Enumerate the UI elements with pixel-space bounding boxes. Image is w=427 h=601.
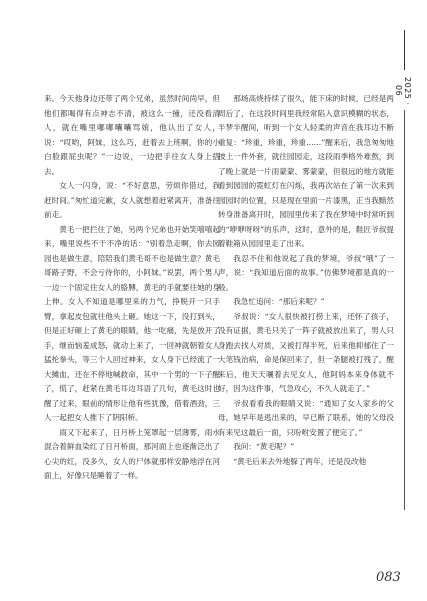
paragraph: 我问：“黄毛呢？” [233,442,295,451]
paragraph: 女人一闪身，说：“不好意思，劳烦你借过，我赶时间。”匆忙道完歉，女人就想着赶紧离开，准备往前走。 [44,181,220,219]
side-rule-bottom [404,110,405,510]
paragraph: 爷叔说：“女人很快被打捞上来，还怀了孩子，没有证据，黄毛只关了一阵子就被放出来了，男人只身跑去找人对质，又被打得半死，后来他抑郁住了一大笔钱治病，命是保回来了，但一条腿被打残了，醒来后，他天天嚷着去见女人，他阿妈本来身体就不好，因为这件事，气急攻心，不久人就走了。” [218,311,394,393]
paragraph: 来。今天他身边还带了两个兄弟，虽然时间尚早，但他们都喝得有点神志不清，被这么一撞，还没看清人，就在嘴里嘟嘟囔囔骂娘，他认出了女人，说：“哎哟，阿妹，这么巧，赶着去上班啊，你的小白脸跟屁虫呢？”一边说，一边把手往女人身上搭去。 [44,94,220,176]
paragraph: 我忍不住和他说起了我的梦境，爷叔“哦”了一声，说：“我知道后面的故事。”仿佛梦境都是真的一般。 [218,253,394,292]
paragraph: 那场高烧持续了很久，能下床的时候，已经是两周后了，在这段时间里我经常陷入意识模糊的状态，半梦半醒间，听到一个女人轻柔的声音在我耳边不断重复：“珍重，珍重，珍重……”醒来后，我急匆匆地披上一件外套，就往园园走，这段雨季格外难熬，到了晚上就是一片雨蒙蒙、雾蒙蒙，但很远的地方就能看到园园的霓虹灯在闪烁，我再次站在了第一次来到园园时的位置，只是现在里面一片漆黑，正当我黯然转身准备离开时，园园里传来了我在梦境中时常听到的“咿咿呀呀”的乐声，这时，意外的是，鞋匠爷叔提着鞋箱从园园里走了出来。 [218,94,394,248]
paragraph: “黄毛后来去外地躲了两年，还是没改他 [233,456,367,466]
paragraph: 雨又下起来了，日月桥上笼罩起一层薄雾，雨水混合着鲜血染红了日月桥面，那河面上也逐渐泛出了心尖的红，没多久，女人的尸体就那样安静地浮在河面上，好像只是睡着了一样。 [44,427,220,480]
right-column [218,92,394,469]
paragraph: 爷叔看看我的眼睛又说：“通知了女人家乡的父母，她早年是逃出来的，早已断了联系，她的父母没有来见这最后一面，只吩咐安置了便完了。” [218,398,394,437]
left-column [44,92,220,484]
issue-label: 2025 · 06 [394,76,412,106]
page-number: 083 [376,570,401,585]
paragraph: 我急忙追问：“那后来呢？” [233,297,325,306]
side-rule-top [404,30,405,70]
paragraph: 黄毛一把拦住了她，另两个兄弟也开始笑嘻嘻起来，嘴里说些不干不净的话：“别着急走啊，你去园园也是做生意，陪陪我们黄毛哥不也是做生意？黄毛哥路子野，不会亏待你的，小阿妹。”说罢，两个男人一边一个固定住女人的胳膊，黄毛的手就要往她的身上伸。女人不知道是哪里来的力气，挣脱开一只手臂，拿起皮包就往他头上砸。她这一下，没打到头，但是正好砸上了黄毛的眼睛，他一吃痛，先是放开了手，继而恼羞成怒，就动上来了，一回神就朝着女人猛抡拳头，等三个人回过神来，女人身下已经流了一大摊血，还在不停地喊救命，其中一个男的一下子醒了，慌了，赶紧在黄毛耳边耳语了几句，黄毛这时也醒了过来，眼前的情形让他有些犹豫，借着酒劲，三人一起把女人推下了阴阳桥。 [44,224,220,422]
